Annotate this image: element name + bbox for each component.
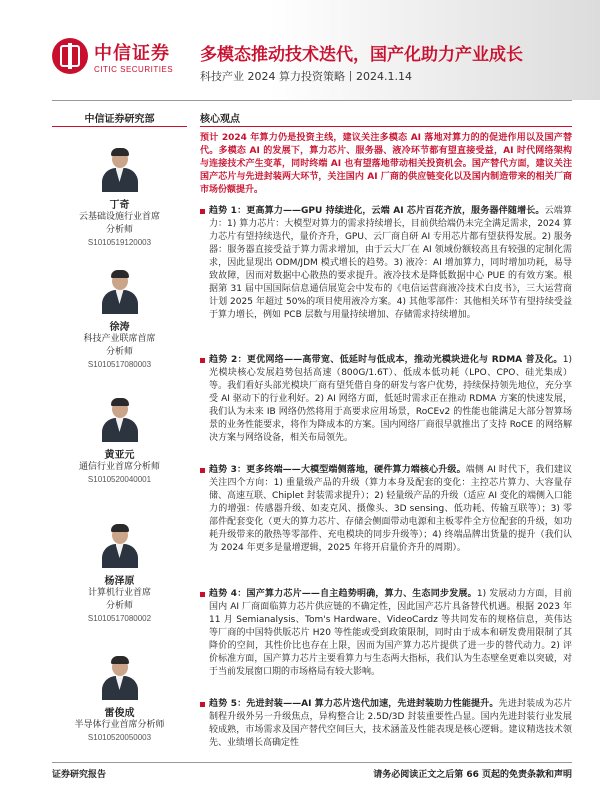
avatar [100, 270, 140, 314]
trend-lead: 趋势 3：更多终端——大模型端侧落地，硬件算力端核心升级。 [209, 465, 466, 475]
trend-paragraph [200, 205, 572, 322]
trend-paragraph [200, 464, 572, 555]
analyst-card [52, 148, 187, 247]
trend-lead: 趋势 5：先进封装——AI 算力芯片迭代加速，先进封装助力性能提升。 [209, 699, 499, 709]
analyst-cert-id: S1010517080002 [87, 614, 152, 623]
trend-lead: 趋势 1：更高算力——GPU 持续进化，云端 AI 芯片百花齐放，服务器伴随增长。 [209, 206, 545, 216]
analyst-title: 科技产业联席首席 [83, 334, 156, 344]
analyst-cert-id: S1010519120003 [87, 238, 152, 247]
logo-en-text: CITIC SECURITIES [94, 64, 174, 74]
core-views-heading: 核心观点 [200, 114, 240, 125]
analyst-card [52, 270, 187, 369]
trend-body: 先进封装成为芯片制程升级外另一升级焦点，异构整合让 2.5D/3D 封装重要性凸显。国内先进封装行业发展较成熟，市场需求及国产替代空间巨大，技术涵盖及性能表现是核心逻辑。建议精选技术领先、业绩增长高确定性 [209, 699, 572, 748]
left-section-rule [52, 126, 187, 127]
trend-paragraph [200, 588, 572, 679]
avatar [100, 524, 140, 568]
citic-logo [52, 38, 173, 74]
avatar [100, 656, 140, 700]
trend-body: 1) 光模块核心发展趋势包括高速（800G/1.6T）、低成本低功耗（LPO、CPO、硅光集成）等。我们看好头部光模块厂商有望凭借自身的研发与客户优势，持续保持领先地位，充分享受 AI 驱动下的行业利好。2) AI 网络方面，低延时需求正在推动 RDMA 方案的快速发展，我们认为未来 IB 网络仍然将用于高要求应用场景，RoCEv2 的性能也能满足大部分智算场景的业务性能要求，将作为降成本的方案。国内网络厂商很早就推出了支持 RoCE 的网络解决方案与网络设备，相关布局领先。 [209, 355, 572, 443]
analyst-title: 计算机行业首席 [87, 588, 151, 598]
analyst-name: 黄亚元 [104, 450, 135, 461]
report-title: 多模态推动技术迭代，国产化助力产业成长 [200, 45, 523, 65]
trend-paragraph [200, 354, 572, 445]
trend-paragraph [200, 698, 572, 750]
trend-lead: 趋势 2：更优网络——高带宽、低延时与低成本，推动光模块进化与 RDMA 普及化。 [209, 355, 563, 365]
analyst-title: 分析师 [105, 601, 133, 611]
summary-paragraph: 预计 2024 年算力仍是投资主线，建议关注多模态 AI 落地对算力的的促进作用以及国产替代。多模态 AI 的发展下，算力芯片、服务器、液冷环节都有望直接受益，AI 时代网络架构与连接技术产生变革，同时终端 AI 也有望落地带动相关投资机会。国产替代方面，建议关注国产芯片与先进封装两大环节，关注国内 AI 厂商的供应链变化以及国内制造带来的相关厂商市场份额提升。 [200, 133, 572, 195]
analyst-title: 分析师 [105, 347, 133, 357]
analyst-card [52, 656, 187, 742]
analyst-card [52, 398, 187, 484]
trend-body: 端侧 AI 时代下，我们建议关注四个方向：1) 重量级产品的升级（算力本身及配套的变化：主控芯片算力、大容量存储、高速互联、Chiplet 封装需求提升）；2) 轻量级产品的升级（适应 AI 变化的端侧入口能力的增强：传感器升级、如麦克风、摄像头、3D sensing、低功耗、传输互联等）；3) 零部件配套变化（更大的算力芯片、存储会侧面带动电源和主板零件全方位配套的升级，如功耗升级带来的散热等零部件、充电模块的同步升级等）；4) 终端品牌出货量的提升（我们认为 2024 年更多是量增逻辑，2025 年将开启量价齐升的周期）。 [209, 465, 572, 553]
analyst-title: 分析师 [105, 225, 133, 235]
analyst-title: 通信行业首席分析师 [78, 462, 160, 472]
citic-logo-icon [52, 38, 88, 74]
footer-report-type: 证券研究报告 [52, 770, 107, 780]
header-divider [52, 100, 572, 101]
analyst-title: 云基础设施行业首席 [78, 212, 160, 222]
analyst-card [52, 524, 187, 623]
avatar [100, 148, 140, 192]
analyst-cert-id: S1010520040001 [87, 475, 152, 484]
analyst-cert-id: S1010520050003 [87, 733, 152, 742]
analyst-name: 雷俊成 [104, 708, 135, 719]
report-subtitle: 科技产业 2024 算力投资策略丨2024.1.14 [200, 70, 412, 83]
analyst-cert-id: S1010517080003 [87, 360, 152, 369]
trend-body: 云端算力：1) 算力芯片：大模型对算力的需求持续增长，目前供给端仍未完全满足需求，2024 算力芯片有望持续迭代，量价齐升，GPU、云厂商自研 AI 专用芯片都有望获得发展。2) 服务器：服务器直接受益于算力需求增加，由于云大厂在 AI 领域份额较高且有较强的定制化需求，因此显现出 ODM/JDM 模式增长的趋势。3) 液冷：AI 增加算力，同时增加功耗，易导致故障，因而对数据中心散热的要求提升。液冷技术是降低数据中心 PUE 的有效方案。根据第 31 届中国国际信息通信展览会中发布的《电信运营商液冷技术白皮书》，三大运营商计划 2025 年超过 50%的项目使用液冷方案。4) 其他零部件：其他相关环节有望持续受益于算力增长，例如 PCB 层数与用量持续增加、存储需求持续增加。 [209, 206, 572, 320]
logo-cn-text: 中信证券 [94, 42, 170, 64]
analyst-name: 丁奇 [109, 200, 130, 211]
analyst-name: 杨泽原 [104, 576, 135, 587]
analyst-name: 徐涛 [109, 322, 130, 333]
trend-body: 1) 发展动力方面，目前国内 AI 厂商面临算力芯片供应链的不确定性，因此国产芯片具备替代机遇。根据 2023 年 11 月 Semianalysis、Tom's Hardware、VideoCardz 等共同发布的规格信息，英伟达等厂商的中国特供版芯片 H20 等性能或受到政策限制，同时由于成本和研发费用限制了其降价的空间，其性价比也存在上限，因而为国产算力芯片提供了进一步的替代动力。2) 评价标准方面，国产算力芯片主要看算力与生态两大指标，我们认为生态壁垒更难以突破，对于当前发展窗口期的市场格局有较大影响。 [209, 589, 572, 677]
research-dept-heading: 中信证券研究部 [84, 114, 155, 125]
avatar [100, 398, 140, 442]
footer-divider [52, 762, 572, 763]
right-section-rule [200, 126, 572, 127]
trend-lead: 趋势 4：国产算力芯片——自主趋势明确，算力、生态同步发展。 [209, 589, 477, 599]
analyst-title: 半导体行业首席分析师 [74, 720, 165, 730]
footer-disclaimer: 请务必阅读正文之后第 66 页起的免责条款和声明 [373, 770, 572, 780]
